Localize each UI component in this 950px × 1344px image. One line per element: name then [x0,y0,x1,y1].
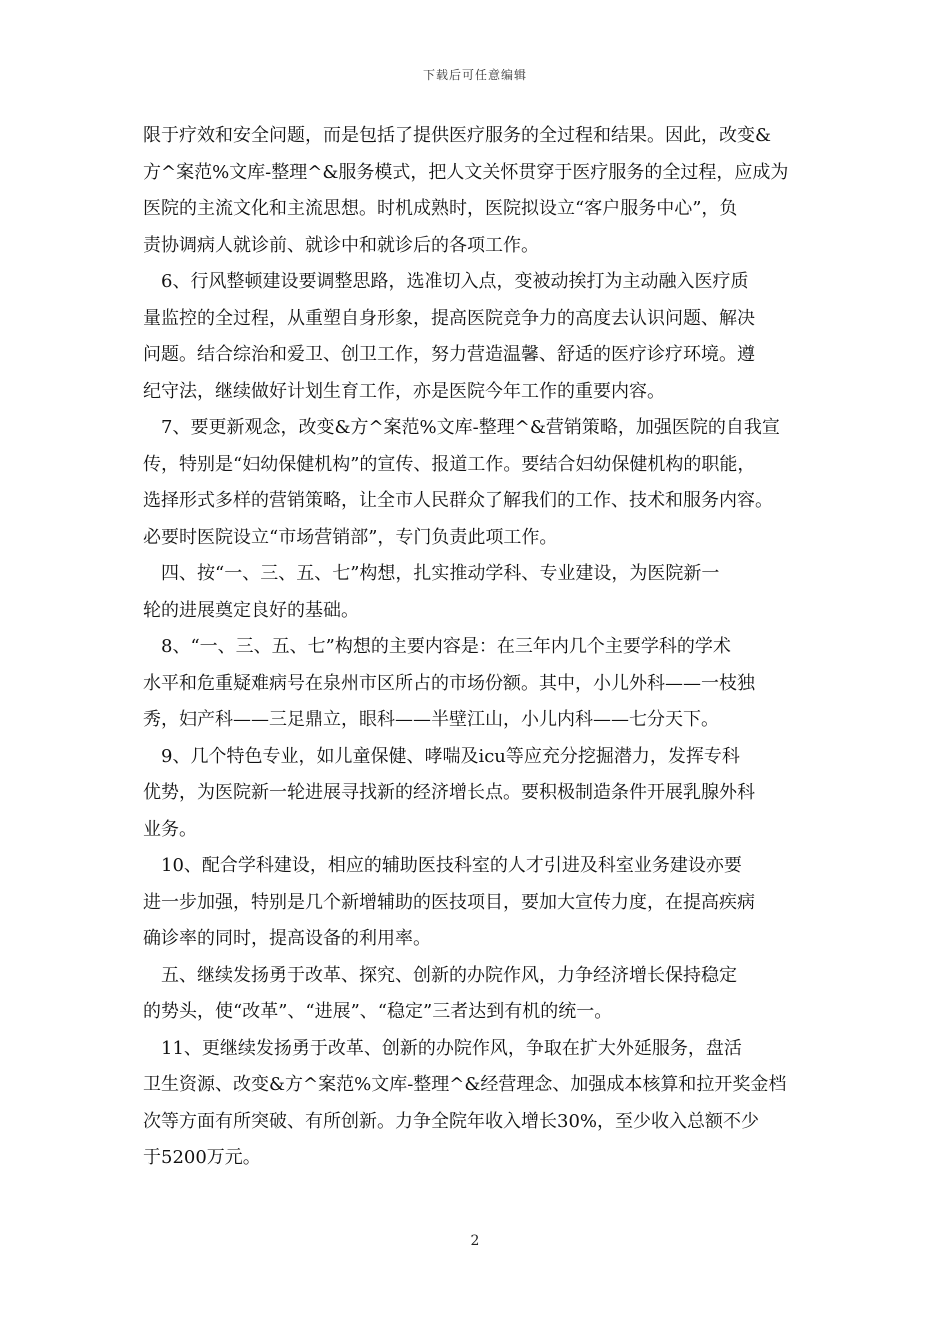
page-number: 2 [470,1233,480,1249]
text-line: 纪守法，继续做好计划生育工作，亦是医院今年工作的重要内容。 [143,380,665,402]
text-line: 限于疗效和安全问题，而是包括了提供医疗服务的全过程和结果。因此，改变& [143,125,772,146]
text-line: 于5200万元。 [143,1147,261,1168]
text-line: 10、配合学科建设，相应的辅助医技科室的人才引进及科室业务建设亦要 [143,855,742,876]
paragraph [143,739,808,849]
paragraph [143,629,808,739]
text-line: 进一步加强，特别是几个新增辅助的医技项目，要加大宣传力度，在提高疾病 [143,891,755,913]
paragraph [143,410,808,556]
text-line: 卫生资源、改变&方^案范%文库-整理^&经营理念、加强成本核算和拉开奖金档 [143,1074,787,1095]
text-line: 8、“一、三、五、七”构想的主要内容是：在三年内几个主要学科的学术 [143,636,731,657]
paragraph [143,118,808,264]
text-line: 次等方面有所突破、有所创新。力争全院年收入增长30%，至少收入总额不少 [143,1110,760,1132]
text-line: 方^案范%文库-整理^&服务模式，把人文关怀贯穿于医疗服务的全过程，应成为 [143,161,789,183]
page-header: 下载后可任意编辑 [422,68,527,82]
text-line: 选择形式多样的营销策略，让全市人民群众了解我们的工作、技术和服务内容。 [143,490,773,511]
text-line: 7、要更新观念，改变&方^案范%文库-整理^&营销策略，加强医院的自我宣 [143,417,780,438]
text-line: 必要时医院设立“市场营销部”，专门负责此项工作。 [143,526,558,548]
paragraph [143,264,808,410]
text-line: 秀，妇产科——三足鼎立，眼科——半壁江山，小儿内科——七分天下。 [143,709,719,730]
text-line: 的势头，使“改革”、“进展”、“稳定”三者达到有机的统一。 [143,1001,613,1022]
paragraph [143,1031,808,1177]
text-line: 问题。结合综治和爱卫、创卫工作，努力营造温馨、舒适的医疗诊疗环境。遵 [143,344,755,365]
text-line: 五、继续发扬勇于改革、探究、创新的办院作风，力争经济增长保持稳定 [143,964,737,986]
text-line: 9、几个特色专业，如儿童保健、哮喘及icu等应充分挖掘潜力，发挥专科 [143,745,740,767]
text-line: 确诊率的同时，提高设备的利用率。 [143,928,431,949]
text-line: 医院的主流文化和主流思想。时机成熟时，医院拟设立“客户服务中心”，负 [143,198,738,219]
text-line: 水平和危重疑难病号在泉州市区所占的市场份额。其中，小儿外科——一枝独 [143,672,755,694]
text-line: 业务。 [143,818,197,840]
text-line: 11、更继续发扬勇于改革、创新的办院作风，争取在扩大外延服务，盘活 [143,1037,742,1059]
text-line: 6、行风整顿建设要调整思路，选准切入点，变被动挨打为主动融入医疗质 [143,271,749,292]
paragraph [143,556,808,629]
text-line: 责协调病人就诊前、就诊中和就诊后的各项工作。 [143,234,539,256]
text-line: 优势，为医院新一轮进展寻找新的经济增长点。要积极制造条件开展乳腺外科 [143,782,755,803]
text-line: 四、按“一、三、五、七”构想，扎实推动学科、专业建设，为医院新一 [143,563,720,584]
document-body [143,118,808,1177]
paragraph [143,958,808,1031]
text-line: 传，特别是“妇幼保健机构”的宣传、报道工作。要结合妇幼保健机构的职能， [143,453,756,475]
text-line: 轮的进展奠定良好的基础。 [143,599,359,621]
paragraph [143,848,808,958]
text-line: 量监控的全过程，从重塑自身形象，提高医院竞争力的高度去认识问题、解决 [143,307,755,329]
